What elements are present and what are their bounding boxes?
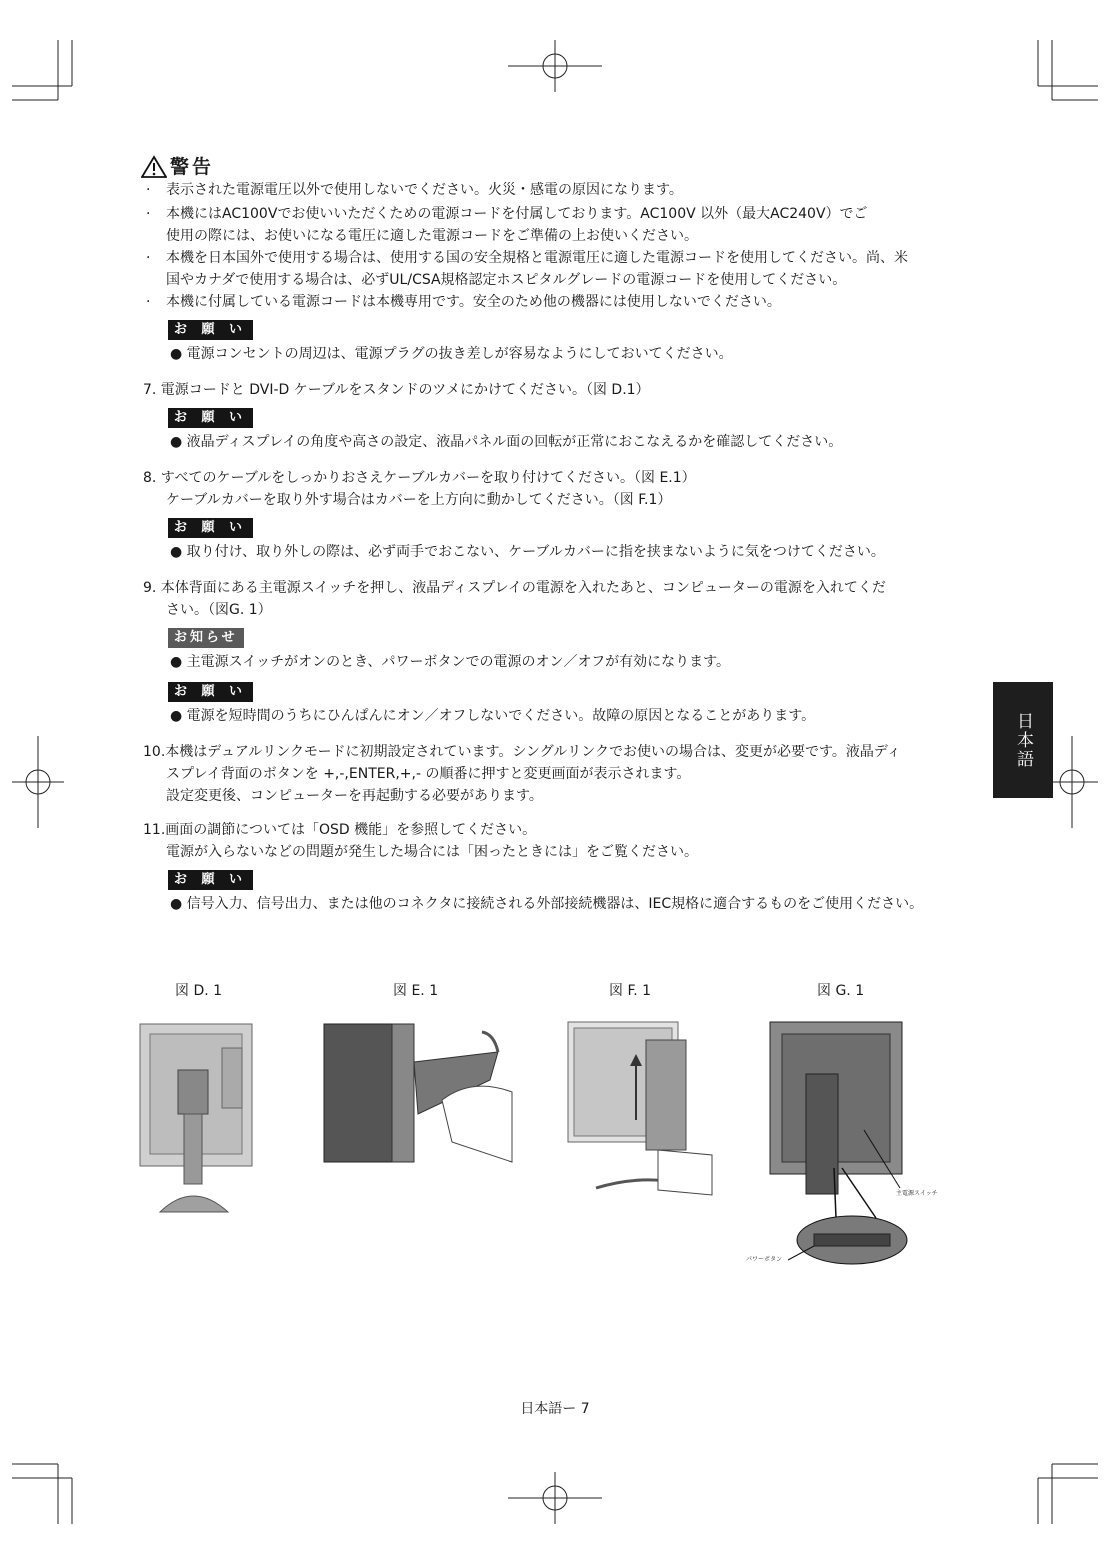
warning-line: 本機にはAC100Vでお使いいただくための電源コードを付属しております。AC100V 以外（最大AC240V）でご bbox=[166, 206, 868, 222]
note-text: ● 液晶ディスプレイの角度や高さの設定、液晶パネル面の回転が正常におこなえるかを確認してください。 bbox=[170, 434, 843, 450]
figure-label-g1: 図 G. 1 bbox=[817, 983, 865, 999]
step-7: 7. 電源コードと DVI-D ケーブルをスタンドのツメにかけてください。（図 D.1） bbox=[143, 382, 650, 398]
onegai-badge: お 願 い bbox=[168, 408, 253, 428]
note-text: ● 電源コンセントの周辺は、電源プラグの抜き差しが容易なようにしておいてください。 bbox=[170, 346, 733, 362]
step-10: 10.本機はデュアルリンクモードに初期設定されています。シングルリンクでお使いの場合は、変更が必要です。液晶ディ bbox=[143, 744, 901, 760]
onegai-badge: お 願 い bbox=[168, 682, 253, 702]
step-8-cont: ケーブルカバーを取り外す場合はカバーを上方向に動かしてください。（図 F.1） bbox=[166, 492, 672, 508]
step-11: 11.画面の調節については「OSD 機能」を参照してください。 bbox=[143, 822, 537, 838]
note-text: ● 取り付け、取り外しの際は、必ず両手でおこない、ケーブルカバーに指を挟まないように気をつけてください。 bbox=[170, 544, 885, 560]
warning-line: 表示された電源電圧以外で使用しないでください。火災・感電の原因になります。 bbox=[166, 182, 683, 198]
figure-e1-image bbox=[322, 1022, 514, 1172]
bullet-dot: · bbox=[146, 294, 151, 310]
figure-label-f1: 図 F. 1 bbox=[609, 983, 652, 999]
warning-line: 使用の際には、お使いになる電圧に適した電源コードをご準備の上お使いください。 bbox=[166, 228, 698, 244]
figure-f1-image bbox=[566, 1020, 714, 1210]
onegai-badge: お 願 い bbox=[168, 518, 253, 538]
main-switch-label: 主電源スイッチ bbox=[896, 1190, 938, 1197]
figure-g1-image bbox=[760, 1018, 938, 1274]
figure-label-e1: 図 E. 1 bbox=[393, 983, 439, 999]
oshirase-badge: お知らせ bbox=[168, 628, 244, 648]
step-8: 8. すべてのケーブルをしっかりおさえケーブルカバーを取り付けてください。（図 E.1） bbox=[143, 470, 696, 486]
step-9: 9. 本体背面にある主電源スイッチを押し、液晶ディスプレイの電源を入れたあと、コンピューターの電源を入れてくだ bbox=[143, 580, 886, 596]
bullet-dot: · bbox=[146, 182, 151, 198]
figure-d1-image bbox=[138, 1022, 258, 1222]
power-button-label: パワーボタン bbox=[746, 1256, 783, 1263]
warning-line: 本機に付属している電源コードは本機専用です。安全のため他の機器には使用しないでください。 bbox=[166, 294, 781, 310]
step-11-cont: 電源が入らないなどの問題が発生した場合には「困ったときには」をご覧ください。 bbox=[166, 844, 698, 860]
bullet-dot: · bbox=[146, 206, 151, 222]
note-text: ● 主電源スイッチがオンのとき、パワーボタンでの電源のオン／オフが有効になります。 bbox=[170, 654, 731, 670]
note-text: ● 信号入力、信号出力、または他のコネクタに接続される外部接続機器は、IEC規格に適合するものをご使用ください。 bbox=[170, 896, 924, 912]
step-10-cont: 設定変更後、コンピューターを再起動する必要があります。 bbox=[166, 788, 543, 804]
onegai-badge: お 願 い bbox=[168, 320, 253, 340]
onegai-badge: お 願 い bbox=[168, 870, 253, 890]
step-10-cont: スプレイ背面のボタンを +,-,ENTER,+,- の順番に押すと変更画面が表示されます。 bbox=[166, 766, 691, 782]
figure-label-d1: 図 D. 1 bbox=[175, 983, 223, 999]
warning-title: 警告 bbox=[170, 156, 215, 178]
note-text: ● 電源を短時間のうちにひんぱんにオン／オフしないでください。故障の原因となることがあります。 bbox=[170, 708, 816, 724]
warning-line: 本機を日本国外で使用する場合は、使用する国の安全規格と電源電圧に適した電源コードを使用してください。尚、米 bbox=[166, 250, 908, 266]
language-tab: 日本語 bbox=[993, 682, 1053, 798]
page-number: 日本語ー 7 bbox=[520, 1401, 590, 1417]
bullet-dot: · bbox=[146, 250, 151, 266]
warning-line: 国やカナダで使用する場合は、必ずUL/CSA規格認定ホスピタルグレードの電源コードを使用してください。 bbox=[166, 272, 847, 288]
warning-icon bbox=[141, 155, 167, 179]
step-9-cont: さい。（図G. 1） bbox=[166, 602, 272, 618]
